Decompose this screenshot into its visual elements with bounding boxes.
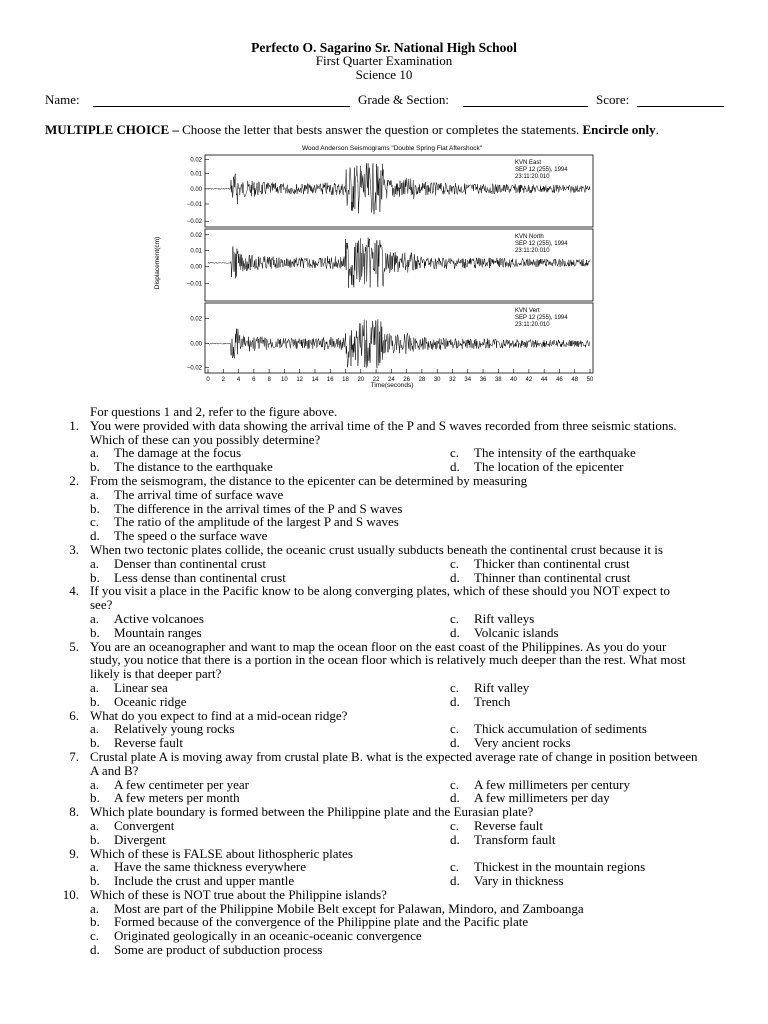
option-letter: c. — [450, 679, 460, 695]
option-row — [45, 736, 735, 750]
x-tick-label: 18 — [342, 377, 349, 383]
instructions-end: . — [655, 122, 659, 137]
option-text: Thinner than continental crust — [474, 569, 631, 585]
option-letter: a. — [90, 817, 100, 833]
answer-option[interactable] — [90, 819, 174, 833]
option-text: The difference in the arrival times of the P and S waves — [114, 500, 403, 516]
option-letter: b. — [90, 693, 100, 709]
x-tick-label: 44 — [540, 377, 548, 383]
option-text: Most are part of the Philippine Mobile Belt except for Palawan, Mindoro, and Zamboanga — [114, 900, 584, 916]
question-text: Which of these is FALSE about lithospheric plates — [90, 845, 353, 861]
option-row — [45, 529, 735, 543]
station-label: KVN East — [515, 160, 542, 166]
option-text: Vary in thickness — [474, 873, 564, 889]
answer-option[interactable] — [450, 874, 564, 888]
y-tick-label: 0.02 — [190, 232, 202, 239]
option-row — [45, 446, 735, 460]
option-text: Some are product of subduction process — [114, 942, 323, 958]
question-number: 7. — [69, 748, 79, 764]
instructions-title: MULTIPLE CHOICE – — [45, 122, 179, 137]
option-text: Relatively young rocks — [114, 721, 235, 737]
option-letter: b. — [90, 914, 100, 930]
option-letter: d. — [450, 693, 460, 709]
question-text: When two tectonic plates collide, the oceanic crust usually subducts beneath the continental crust because it is — [90, 541, 663, 557]
option-text: Trench — [474, 693, 511, 709]
school-name: Perfecto O. Sagarino Sr. National High School — [251, 40, 517, 55]
y-tick-label: 0.01 — [190, 171, 202, 178]
question-text: Which of these can you possibly determine? — [90, 431, 321, 447]
option-text: Rift valleys — [474, 610, 535, 626]
option-letter: a. — [90, 859, 100, 875]
answer-option[interactable] — [90, 943, 322, 957]
answer-option[interactable] — [90, 626, 202, 640]
question-text: study, you notice that there is a portion in the ocean floor which is relatively much deeper than the rest. What most — [90, 652, 686, 668]
y-tick-label: −0.01 — [186, 201, 202, 208]
option-row — [45, 791, 735, 805]
answer-option[interactable] — [450, 833, 556, 847]
answer-option[interactable] — [90, 502, 402, 516]
option-row — [45, 571, 735, 585]
option-row — [45, 929, 735, 943]
answer-option[interactable] — [90, 681, 168, 695]
intro-line: For questions 1 and 2, refer to the figure above. — [90, 404, 338, 419]
option-letter: d. — [450, 831, 460, 847]
option-row — [45, 833, 735, 847]
x-tick-label: 14 — [311, 377, 319, 383]
figure-ylabel: Displacement(cm) — [154, 236, 161, 290]
option-row — [45, 502, 735, 516]
answer-option[interactable] — [90, 929, 422, 943]
answer-option[interactable] — [90, 488, 283, 502]
y-tick-label: 0.00 — [190, 341, 202, 348]
station-date: SEP 12 (255), 1994 — [515, 315, 568, 321]
answer-option[interactable] — [90, 571, 286, 585]
question-number: 9. — [69, 845, 79, 861]
x-tick-label: 34 — [464, 377, 472, 383]
x-tick-label: 48 — [571, 377, 579, 383]
option-text: A few millimeters per day — [474, 790, 610, 806]
option-letter: c. — [450, 610, 460, 626]
option-text: A few meters per month — [114, 790, 240, 806]
answer-option[interactable] — [90, 736, 183, 750]
question-text: A and B? — [90, 762, 139, 778]
option-row — [45, 626, 735, 640]
option-text: The intensity of the earthquake — [474, 445, 636, 461]
option-letter: d. — [450, 735, 460, 751]
option-letter: b. — [90, 873, 100, 889]
station-label: KVN Vert — [515, 308, 540, 314]
question-stem — [45, 543, 735, 557]
option-text: Thicker than continental crust — [474, 555, 630, 571]
option-letter: d. — [450, 459, 460, 475]
answer-option[interactable] — [90, 515, 399, 529]
question-stem — [45, 888, 735, 902]
option-text: Divergent — [114, 831, 166, 847]
option-text: The ratio of the amplitude of the largest P and S waves — [114, 514, 399, 530]
option-text: Active volcanoes — [114, 610, 204, 626]
answer-option[interactable] — [90, 902, 584, 916]
option-letter: a. — [90, 679, 100, 695]
answer-option[interactable] — [90, 446, 241, 460]
x-tick-label: 46 — [556, 377, 563, 383]
option-text: Transform fault — [474, 831, 556, 847]
x-tick-label: 42 — [525, 377, 533, 383]
option-letter: b. — [90, 831, 100, 847]
option-text: The location of the epicenter — [474, 459, 624, 475]
x-tick-label: 12 — [296, 377, 304, 383]
answer-option[interactable] — [90, 612, 204, 626]
answer-option[interactable] — [90, 695, 187, 709]
option-row — [45, 902, 735, 916]
answer-option[interactable] — [90, 791, 240, 805]
question-stem — [45, 805, 735, 819]
x-tick-label: 20 — [357, 377, 365, 383]
option-letter: c. — [450, 555, 460, 571]
option-letter: c. — [90, 928, 100, 944]
y-tick-label: −0.01 — [186, 281, 202, 288]
answer-option[interactable] — [450, 722, 647, 736]
option-row — [45, 460, 735, 474]
option-letter: c. — [450, 776, 460, 792]
question-text: likely is that deeper part? — [90, 666, 222, 682]
option-letter: c. — [450, 721, 460, 737]
grade-label: Grade & Section: — [358, 92, 449, 107]
x-tick-label: 26 — [403, 377, 410, 383]
answer-option[interactable] — [450, 819, 543, 833]
answer-option[interactable] — [90, 874, 294, 888]
option-text: Originated geologically in an oceanic-oceanic convergence — [114, 928, 422, 944]
question-text: If you visit a place in the Pacific know to be along converging plates, which of these should you NOT expect to — [90, 583, 671, 599]
x-tick-label: 40 — [510, 377, 517, 383]
option-letter: a. — [90, 486, 100, 502]
name-line[interactable] — [93, 106, 350, 107]
question-text: see? — [90, 597, 113, 613]
x-tick-label: 0 — [206, 377, 210, 383]
question-number: 4. — [69, 583, 79, 599]
option-row — [45, 722, 735, 736]
question-number: 5. — [69, 638, 79, 654]
option-letter: a. — [90, 721, 100, 737]
question-stem-continued — [45, 764, 735, 778]
station-time: 23:11:20.010 — [515, 174, 550, 180]
option-text: The arrival time of surface wave — [114, 486, 284, 502]
answer-option[interactable] — [450, 695, 510, 709]
question-stem — [45, 474, 735, 488]
answer-option[interactable] — [450, 681, 529, 695]
question-text: You are an oceanographer and want to map the ocean floor on the east coast of the Philippines. As you do your — [90, 638, 667, 654]
option-letter: c. — [450, 445, 460, 461]
instructions-body: Choose the letter that bests answer the question or completes the statements. — [178, 122, 583, 137]
question-number: 10. — [62, 886, 79, 902]
option-row — [45, 778, 735, 792]
y-tick-label: −0.02 — [186, 219, 202, 226]
station-date: SEP 12 (255), 1994 — [515, 241, 568, 247]
student-info-bar — [45, 92, 725, 110]
option-letter: a. — [90, 555, 100, 571]
x-tick-label: 8 — [267, 377, 271, 383]
question-stem — [45, 640, 735, 654]
option-letter: a. — [90, 900, 100, 916]
option-letter: b. — [90, 735, 100, 751]
option-row — [45, 943, 735, 957]
grade-line[interactable] — [463, 106, 588, 107]
option-letter: d. — [450, 569, 460, 585]
option-row — [45, 681, 735, 695]
answer-option[interactable] — [450, 612, 534, 626]
question-stem — [45, 750, 735, 764]
option-text: Less dense than continental crust — [114, 569, 286, 585]
answer-option[interactable] — [90, 557, 266, 571]
answer-option[interactable] — [90, 722, 235, 736]
x-tick-label: 4 — [236, 377, 241, 383]
question-text: What do you expect to find at a mid-ocean ridge? — [90, 707, 348, 723]
option-text: Formed because of the convergence of the Philippine plate and the Pacific plate — [114, 914, 529, 930]
exam-title: First Quarter Examination — [315, 53, 453, 68]
x-tick-label: 6 — [252, 377, 256, 383]
option-letter: b. — [90, 569, 100, 585]
question-list — [45, 405, 735, 957]
answer-option[interactable] — [90, 915, 528, 929]
option-letter: b. — [90, 790, 100, 806]
option-text: The damage at the focus — [114, 445, 242, 461]
option-row — [45, 612, 735, 626]
score-label: Score: — [596, 92, 630, 107]
x-tick-label: 50 — [586, 377, 594, 383]
question-stem-continued — [45, 667, 735, 681]
answer-option[interactable] — [450, 446, 636, 460]
answer-option[interactable] — [90, 529, 267, 543]
option-letter: d. — [90, 942, 100, 958]
answer-option[interactable] — [450, 571, 630, 585]
question-stem — [45, 709, 735, 723]
question-stem — [45, 419, 735, 433]
station-date: SEP 12 (255), 1994 — [515, 167, 568, 173]
question-text: Crustal plate A is moving away from crustal plate B. what is the expected average rate of change in position between — [90, 748, 698, 764]
option-text: The speed o the surface wave — [114, 528, 268, 544]
option-letter: a. — [90, 445, 100, 461]
x-tick-label: 10 — [281, 377, 288, 383]
instructions-emphasis: Encircle only — [582, 122, 656, 137]
y-tick-label: −0.02 — [186, 365, 202, 372]
x-tick-label: 30 — [433, 377, 441, 383]
figure-title: Wood Anderson Seismograms "Double Spring Flat Aftershock" — [301, 145, 483, 152]
option-text: Thick accumulation of sediments — [474, 721, 647, 737]
y-tick-label: 0.02 — [190, 157, 202, 164]
question-stem — [45, 584, 735, 598]
station-time: 23:11:20.010 — [515, 322, 550, 328]
y-tick-label: 0.02 — [190, 316, 202, 323]
option-letter: a. — [90, 610, 100, 626]
option-letter: d. — [450, 790, 460, 806]
option-letter: d. — [90, 528, 100, 544]
option-row — [45, 860, 735, 874]
answer-option[interactable] — [450, 860, 645, 874]
option-row — [45, 695, 735, 709]
answer-option[interactable] — [90, 860, 306, 874]
station-label: KVN North — [515, 234, 544, 240]
option-text: Mountain ranges — [114, 624, 202, 640]
option-letter: c. — [450, 859, 460, 875]
y-tick-label: 0.00 — [190, 264, 202, 271]
x-tick-label: 24 — [388, 377, 395, 383]
instructions — [45, 122, 735, 138]
option-letter: b. — [90, 624, 100, 640]
option-row — [45, 515, 735, 529]
subject-title: Science 10 — [355, 67, 413, 82]
option-text: Include the crust and upper mantle — [114, 873, 295, 889]
answer-option[interactable] — [90, 460, 273, 474]
option-text: Reverse fault — [474, 817, 543, 833]
answer-option[interactable] — [450, 626, 559, 640]
option-letter: c. — [90, 514, 100, 530]
answer-option[interactable] — [450, 791, 610, 805]
score-line[interactable] — [637, 106, 724, 107]
x-tick-label: 2 — [221, 377, 225, 383]
option-letter: d. — [450, 624, 460, 640]
option-row — [45, 557, 735, 571]
question-number: 6. — [69, 707, 79, 723]
answer-option[interactable] — [450, 736, 571, 750]
option-letter: b. — [90, 459, 100, 475]
x-tick-label: 16 — [326, 377, 334, 383]
option-letter: b. — [90, 500, 100, 516]
option-text: Reverse fault — [114, 735, 183, 751]
option-text: Volcanic islands — [474, 624, 559, 640]
question-stem-continued — [45, 433, 735, 447]
question-text: Which of these is NOT true about the Philippine islands? — [90, 886, 387, 902]
question-number: 3. — [69, 541, 79, 557]
x-tick-label: 38 — [494, 377, 502, 383]
x-tick-label: 36 — [479, 377, 487, 383]
question-stem-continued — [45, 598, 735, 612]
option-text: Denser than continental crust — [114, 555, 266, 571]
option-letter: c. — [450, 817, 460, 833]
seismogram-figure — [150, 141, 605, 391]
option-text: Thickest in the mountain regions — [474, 859, 646, 875]
option-row — [45, 488, 735, 502]
option-letter: a. — [90, 776, 100, 792]
question-number: 8. — [69, 804, 79, 820]
option-row — [45, 874, 735, 888]
question-text: From the seismogram, the distance to the epicenter can be determined by measuring — [90, 472, 528, 488]
station-time: 23:11:20.010 — [515, 248, 550, 254]
option-text: Oceanic ridge — [114, 693, 187, 709]
option-text: Rift valley — [474, 679, 530, 695]
figure-xlabel: Time(seconds) — [370, 382, 414, 389]
question-text: You were provided with data showing the arrival time of the P and S waves recorded from three seismic stations. — [90, 417, 677, 433]
x-tick-label: 32 — [449, 377, 456, 383]
question-stem — [45, 847, 735, 861]
question-stem-continued — [45, 653, 735, 667]
name-label: Name: — [45, 92, 80, 107]
option-text: A few centimeter per year — [114, 776, 249, 792]
x-tick-label: 22 — [372, 377, 380, 383]
answer-option[interactable] — [450, 778, 630, 792]
option-text: Linear sea — [114, 679, 168, 695]
y-tick-label: 0.00 — [190, 186, 202, 193]
y-tick-label: 0.01 — [190, 248, 202, 255]
answer-option[interactable] — [450, 557, 630, 571]
answer-option[interactable] — [90, 833, 166, 847]
answer-option[interactable] — [90, 778, 249, 792]
x-tick-label: 28 — [418, 377, 426, 383]
question-text: Which plate boundary is formed between the Philippine plate and the Eurasian plate? — [90, 804, 534, 820]
option-text: Have the same thickness everywhere — [114, 859, 307, 875]
option-letter: d. — [450, 873, 460, 889]
option-row — [45, 915, 735, 929]
option-text: Very ancient rocks — [474, 735, 571, 751]
option-row — [45, 819, 735, 833]
option-text: A few millimeters per century — [474, 776, 630, 792]
question-number: 1. — [69, 417, 79, 433]
question-number: 2. — [69, 472, 79, 488]
option-text: The distance to the earthquake — [114, 459, 273, 475]
answer-option[interactable] — [450, 460, 623, 474]
option-text: Convergent — [114, 817, 175, 833]
